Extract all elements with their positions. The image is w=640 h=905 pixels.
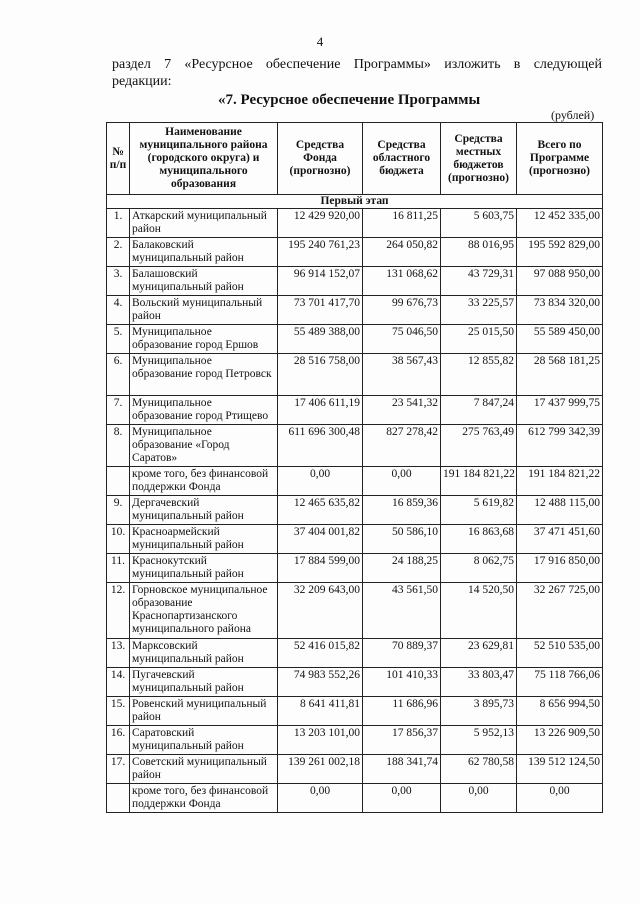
fond-amount: 13 203 101,00 bbox=[278, 726, 363, 755]
table-row bbox=[107, 296, 603, 325]
row-number bbox=[107, 784, 130, 813]
oblast-amount: 0,00 bbox=[363, 467, 441, 496]
fond-amount: 74 983 552,26 bbox=[278, 668, 363, 697]
total-amount: 17 916 850,00 bbox=[517, 554, 603, 583]
row-number: 5. bbox=[107, 325, 130, 354]
table-row bbox=[107, 496, 603, 525]
header-name: Наименование муниципального района (городского округа) и муниципального образования bbox=[130, 123, 278, 195]
region-name: Аткарский муниципальный район bbox=[130, 209, 278, 238]
table-row bbox=[107, 467, 603, 496]
row-number bbox=[107, 467, 130, 496]
oblast-amount: 24 188,25 bbox=[363, 554, 441, 583]
local-amount: 88 016,95 bbox=[441, 238, 517, 267]
fond-amount: 32 209 643,00 bbox=[278, 583, 363, 639]
oblast-amount: 264 050,82 bbox=[363, 238, 441, 267]
row-number: 2. bbox=[107, 238, 130, 267]
region-name: Саратовский муниципальный район bbox=[130, 726, 278, 755]
local-amount: 7 847,24 bbox=[441, 396, 517, 425]
local-amount: 5 619,82 bbox=[441, 496, 517, 525]
oblast-amount: 16 859,36 bbox=[363, 496, 441, 525]
row-number: 6. bbox=[107, 354, 130, 396]
stage-label: Первый этап bbox=[107, 195, 603, 209]
total-amount: 0,00 bbox=[517, 784, 603, 813]
total-amount: 37 471 451,60 bbox=[517, 525, 603, 554]
oblast-amount: 70 889,37 bbox=[363, 639, 441, 668]
region-name: Муниципальное образование город Петровск bbox=[130, 354, 278, 396]
total-amount: 8 656 994,50 bbox=[517, 697, 603, 726]
oblast-amount: 131 068,62 bbox=[363, 267, 441, 296]
row-number: 10. bbox=[107, 525, 130, 554]
total-amount: 32 267 725,00 bbox=[517, 583, 603, 639]
region-name: кроме того, без финансовой поддержки Фонда bbox=[130, 784, 278, 813]
table-body bbox=[107, 195, 603, 813]
local-amount: 16 863,68 bbox=[441, 525, 517, 554]
fond-amount: 52 416 015,82 bbox=[278, 639, 363, 668]
total-amount: 75 118 766,06 bbox=[517, 668, 603, 697]
fond-amount: 37 404 001,82 bbox=[278, 525, 363, 554]
table-row bbox=[107, 396, 603, 425]
row-number: 16. bbox=[107, 726, 130, 755]
oblast-amount: 0,00 bbox=[363, 784, 441, 813]
table-row bbox=[107, 525, 603, 554]
oblast-amount: 23 541,32 bbox=[363, 396, 441, 425]
header-total: Всего по Программе (прогнозно) bbox=[517, 123, 603, 195]
units-label: (рублей) bbox=[551, 108, 595, 122]
header-mest: Средства местных бюджетов (прогнозно) bbox=[441, 123, 517, 195]
region-name: Пугачевский муниципальный район bbox=[130, 668, 278, 697]
row-number: 3. bbox=[107, 267, 130, 296]
oblast-amount: 188 341,74 bbox=[363, 755, 441, 784]
row-number: 12. bbox=[107, 583, 130, 639]
row-number: 13. bbox=[107, 639, 130, 668]
row-number: 7. bbox=[107, 396, 130, 425]
region-name: Красноармейский муниципальный район bbox=[130, 525, 278, 554]
row-number: 8. bbox=[107, 425, 130, 467]
local-amount: 191 184 821,22 bbox=[441, 467, 517, 496]
page-number: 4 bbox=[316, 34, 324, 49]
region-name: Муниципальное образование «Город Саратов» bbox=[130, 425, 278, 467]
region-name: кроме того, без финансовой поддержки Фонда bbox=[130, 467, 278, 496]
table-row bbox=[107, 425, 603, 467]
header-fond: Средства Фонда (прогнозно) bbox=[278, 123, 363, 195]
row-number: 17. bbox=[107, 755, 130, 784]
oblast-amount: 101 410,33 bbox=[363, 668, 441, 697]
total-amount: 12 452 335,00 bbox=[517, 209, 603, 238]
total-amount: 52 510 535,00 bbox=[517, 639, 603, 668]
local-amount: 8 062,75 bbox=[441, 554, 517, 583]
table-row bbox=[107, 639, 603, 668]
region-name: Марксовский муниципальный район bbox=[130, 639, 278, 668]
table-row bbox=[107, 755, 603, 784]
table-row bbox=[107, 325, 603, 354]
resource-table bbox=[106, 122, 603, 813]
total-amount: 97 088 950,00 bbox=[517, 267, 603, 296]
fond-amount: 611 696 300,48 bbox=[278, 425, 363, 467]
region-name: Муниципальное образование город Ртищево bbox=[130, 396, 278, 425]
region-name: Балашовский муниципальный район bbox=[130, 267, 278, 296]
total-amount: 55 589 450,00 bbox=[517, 325, 603, 354]
total-amount: 13 226 909,50 bbox=[517, 726, 603, 755]
local-amount: 5 952,13 bbox=[441, 726, 517, 755]
fond-amount: 28 516 758,00 bbox=[278, 354, 363, 396]
local-amount: 275 763,49 bbox=[441, 425, 517, 467]
total-amount: 12 488 115,00 bbox=[517, 496, 603, 525]
local-amount: 0,00 bbox=[441, 784, 517, 813]
table-row bbox=[107, 697, 603, 726]
local-amount: 5 603,75 bbox=[441, 209, 517, 238]
local-amount: 62 780,58 bbox=[441, 755, 517, 784]
row-number: 15. bbox=[107, 697, 130, 726]
oblast-amount: 43 561,50 bbox=[363, 583, 441, 639]
row-number: 11. bbox=[107, 554, 130, 583]
local-amount: 33 225,57 bbox=[441, 296, 517, 325]
fond-amount: 0,00 bbox=[278, 784, 363, 813]
table-row bbox=[107, 554, 603, 583]
table-row bbox=[107, 784, 603, 813]
table-row bbox=[107, 668, 603, 697]
oblast-amount: 16 811,25 bbox=[363, 209, 441, 238]
oblast-amount: 827 278,42 bbox=[363, 425, 441, 467]
total-amount: 191 184 821,22 bbox=[517, 467, 603, 496]
region-name: Ровенский муниципальный район bbox=[130, 697, 278, 726]
region-name: Вольский муниципальный район bbox=[130, 296, 278, 325]
local-amount: 23 629,81 bbox=[441, 639, 517, 668]
stage-row bbox=[107, 195, 603, 209]
oblast-amount: 17 856,37 bbox=[363, 726, 441, 755]
table-row bbox=[107, 238, 603, 267]
fond-amount: 139 261 002,18 bbox=[278, 755, 363, 784]
total-amount: 139 512 124,50 bbox=[517, 755, 603, 784]
table-row bbox=[107, 726, 603, 755]
region-name: Краснокутский муниципальный район bbox=[130, 554, 278, 583]
region-name: Муниципальное образование город Ершов bbox=[130, 325, 278, 354]
row-number: 1. bbox=[107, 209, 130, 238]
row-number: 14. bbox=[107, 668, 130, 697]
local-amount: 14 520,50 bbox=[441, 583, 517, 639]
row-number: 9. bbox=[107, 496, 130, 525]
total-amount: 28 568 181,25 bbox=[517, 354, 603, 396]
oblast-amount: 38 567,43 bbox=[363, 354, 441, 396]
local-amount: 33 803,47 bbox=[441, 668, 517, 697]
fond-amount: 195 240 761,23 bbox=[278, 238, 363, 267]
intro-line-2: редакции: bbox=[112, 74, 172, 89]
total-amount: 17 437 999,75 bbox=[517, 396, 603, 425]
header-obl: Средства областного бюджета bbox=[363, 123, 441, 195]
fond-amount: 55 489 388,00 bbox=[278, 325, 363, 354]
table-row bbox=[107, 583, 603, 639]
region-name: Дергачевский муниципальный район bbox=[130, 496, 278, 525]
local-amount: 3 895,73 bbox=[441, 697, 517, 726]
region-name: Советский муниципальный район bbox=[130, 755, 278, 784]
fond-amount: 17 406 611,19 bbox=[278, 396, 363, 425]
row-number: 4. bbox=[107, 296, 130, 325]
total-amount: 612 799 342,39 bbox=[517, 425, 603, 467]
local-amount: 12 855,82 bbox=[441, 354, 517, 396]
local-amount: 25 015,50 bbox=[441, 325, 517, 354]
fond-amount: 96 914 152,07 bbox=[278, 267, 363, 296]
fond-amount: 73 701 417,70 bbox=[278, 296, 363, 325]
oblast-amount: 99 676,73 bbox=[363, 296, 441, 325]
fond-amount: 0,00 bbox=[278, 467, 363, 496]
fond-amount: 8 641 411,81 bbox=[278, 697, 363, 726]
oblast-amount: 11 686,96 bbox=[363, 697, 441, 726]
oblast-amount: 50 586,10 bbox=[363, 525, 441, 554]
table-row bbox=[107, 209, 603, 238]
table-header bbox=[107, 123, 603, 195]
region-name: Балаковский муниципальный район bbox=[130, 238, 278, 267]
total-amount: 195 592 829,00 bbox=[517, 238, 603, 267]
table-row bbox=[107, 267, 603, 296]
header-num: № п/п bbox=[107, 123, 130, 195]
fond-amount: 12 465 635,82 bbox=[278, 496, 363, 525]
total-amount: 73 834 320,00 bbox=[517, 296, 603, 325]
oblast-amount: 75 046,50 bbox=[363, 325, 441, 354]
local-amount: 43 729,31 bbox=[441, 267, 517, 296]
region-name: Горновское муниципальное образование Краснопартизанского муниципального района bbox=[130, 583, 278, 639]
fond-amount: 17 884 599,00 bbox=[278, 554, 363, 583]
fond-amount: 12 429 920,00 bbox=[278, 209, 363, 238]
table-row bbox=[107, 354, 603, 396]
intro-line-1: раздел 7 «Ресурсное обеспечение Программы» изложить в следующей bbox=[112, 57, 602, 72]
section-title: «7. Ресурсное обеспечение Программы bbox=[218, 92, 481, 108]
